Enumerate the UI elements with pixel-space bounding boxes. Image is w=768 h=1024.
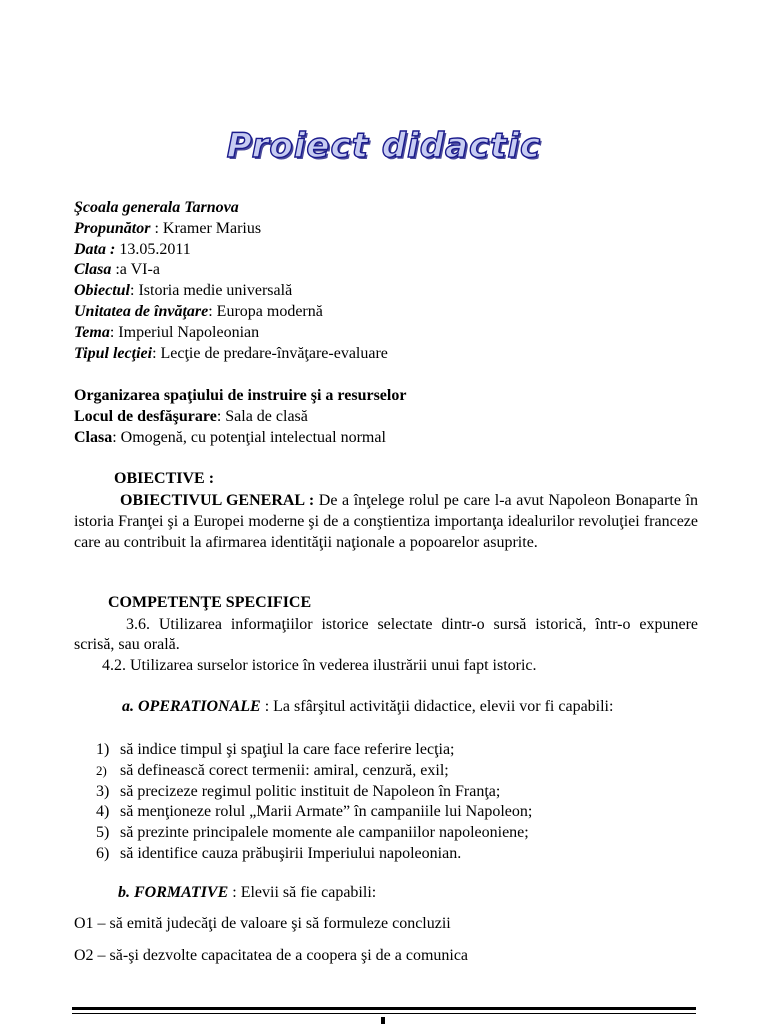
page-title: Proiect didactic <box>226 126 542 166</box>
title-wrap <box>0 126 768 166</box>
list-item-number: 4) <box>96 803 110 821</box>
class-label: Clasa <box>74 261 112 279</box>
list-item-number: 3) <box>96 782 110 800</box>
date-label: Data : <box>74 240 116 258</box>
objectives-heading: OBIECTIVE : <box>114 470 215 487</box>
competence-item-1: 3.6. Utilizarea informaţiilor istorice selectate dintr-o sursă istorică, într-o expunere scrisă, sau orală. <box>74 616 698 653</box>
organization-heading: Organizarea spaţiului de instruire şi a resurselor <box>74 387 407 404</box>
organization-section <box>74 386 714 448</box>
general-objective-label: OBIECTIVUL GENERAL : <box>120 492 315 509</box>
theme-line <box>74 323 714 344</box>
list-item-text: să definească corect termenii: amiral, cenzură, exil; <box>120 761 449 779</box>
proposer-value: : Kramer Marius <box>150 219 262 237</box>
competence-item-2: 4.2. Utilizarea surselor istorice în vederea ilustrării unui fapt istoric. <box>102 657 537 674</box>
class-value: :a VI-a <box>111 261 160 279</box>
lesson-type-value: : Lecţie de predare-învăţare-evaluare <box>152 344 388 362</box>
list-item <box>96 782 716 803</box>
list-item-number: 6) <box>96 844 110 862</box>
list-item <box>96 823 716 844</box>
lesson-type-line <box>74 344 714 365</box>
list-item <box>96 740 716 761</box>
subject-value: : Istoria medie universală <box>130 282 293 300</box>
list-item-text: să menţioneze rolul „Marii Armate” în campaniile lui Napoleon; <box>120 803 533 821</box>
formative-objective-1: O1 – să emită judecăţi de valoare şi să formuleze concluzii <box>74 915 451 932</box>
date-line <box>74 240 714 261</box>
list-item-number: 1) <box>96 741 110 758</box>
page-mark <box>381 1017 385 1024</box>
competences-heading: COMPETENŢE SPECIFICE <box>108 594 312 611</box>
list-item-text: să precizeze regimul politic instituit de Napoleon în Franţa; <box>120 782 501 800</box>
operational-text: : La sfârşitul activităţii didactice, elevii vor fi capabili: <box>260 698 614 715</box>
unit-line <box>74 302 714 323</box>
org-class-line <box>74 428 714 449</box>
list-item <box>96 802 716 823</box>
org-class-label: Clasa <box>74 428 113 446</box>
place-label: Locul de desfăşurare <box>74 407 217 425</box>
formative-objective-2: O2 – să-şi dezvolte capacitatea de a coopera şi de a comunica <box>74 947 469 964</box>
class-line <box>74 260 714 281</box>
operational-heading <box>122 698 613 716</box>
general-objective <box>74 490 698 553</box>
general-objective-text: De a înţelege rolul pe care l-a avut Napoleon Bonaparte în istoria Franţei şi a Europei moderne şi de a conştientiza importanţa idealurilor revoluţiei franceze care au contribuit la afirmarea identităţii naţionale a popoarelor asuprite. <box>74 492 699 551</box>
theme-label: Tema <box>74 323 110 341</box>
proposer-label: Propunător <box>74 219 151 237</box>
footer-rule-thin <box>72 1013 696 1014</box>
lesson-type-label: Tipul lecţiei <box>74 344 153 362</box>
unit-value: : Europa modernă <box>208 302 323 320</box>
proposer-line <box>74 219 714 240</box>
list-item-text: să indice timpul şi spaţiul la care face referire lecţia; <box>120 741 455 758</box>
list-item-text: să identifice cauza prăbuşirii Imperiului napoleonian. <box>120 844 462 862</box>
list-item <box>96 761 716 782</box>
formative-label: b. FORMATIVE <box>118 884 229 901</box>
formative-text: : Elevii să fie capabili: <box>228 884 377 901</box>
org-class-value: : Omogenă, cu potenţial intelectual normal <box>112 428 386 446</box>
list-item-number: 5) <box>96 824 110 842</box>
list-item-text: să prezinte principalele momente ale campaniilor napoleoniene; <box>120 824 529 842</box>
operational-label: a. OPERATIONALE <box>122 698 261 715</box>
unit-label: Unitatea de învăţare <box>74 302 209 320</box>
subject-line <box>74 281 714 302</box>
place-line <box>74 407 714 428</box>
formative-heading <box>118 884 376 902</box>
date-value: 13.05.2011 <box>115 240 191 258</box>
school-name: Şcoala generala Tarnova <box>74 199 239 216</box>
list-item-number: 2) <box>96 762 107 778</box>
operational-list <box>96 740 716 865</box>
subject-label: Obiectul <box>74 282 130 300</box>
lesson-metadata <box>74 198 714 364</box>
place-value: : Sala de clasă <box>216 407 308 425</box>
theme-value: : Imperiul Napoleonian <box>109 323 260 341</box>
list-item <box>96 844 716 865</box>
footer-rule-thick <box>72 1007 696 1010</box>
